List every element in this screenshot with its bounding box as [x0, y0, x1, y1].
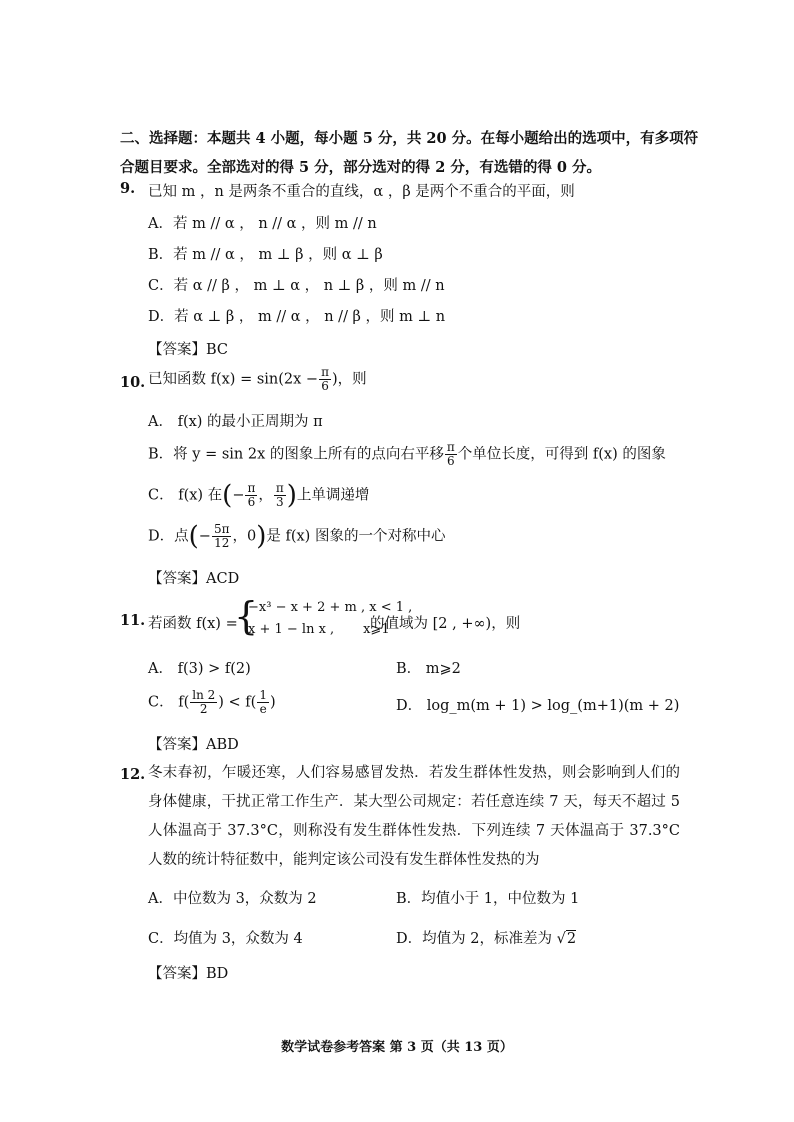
question-11-answer: 【答案】ABD — [148, 737, 239, 753]
q10-stem-post: )，则 — [331, 371, 367, 388]
q10-optC-lparen: ( — [222, 480, 233, 511]
question-12-option-c: C．均值为 3，众数为 4 — [148, 931, 303, 947]
q10-optC-minus: − — [232, 487, 245, 504]
q10-optC-pre: C． f(x) 在 — [148, 487, 223, 504]
question-10-option-b — [148, 441, 666, 468]
q10-optB-frac-num: π — [446, 440, 455, 454]
q10-optD-minus: − — [198, 528, 211, 545]
q10-optC-frac2-num: π — [275, 481, 284, 495]
question-10-option-c — [148, 482, 369, 509]
question-9-option-b: B．若 m // α ， m ⊥ β ，则 α ⊥ β — [148, 247, 383, 263]
question-11-option-c — [148, 689, 276, 716]
q10-optB-pre: B．将 y = sin 2x 的图象上所有的点向右平移 — [148, 446, 444, 463]
question-12-option-b: B．均值小于 1，中位数为 1 — [396, 891, 580, 907]
question-10-stem — [148, 366, 367, 393]
q11-optC-fraction-2 — [257, 689, 269, 716]
q12-optD-pre: D．均值为 2，标准差为 √ — [396, 931, 566, 947]
q11-optC-frac1-num: ln 2 — [192, 688, 216, 702]
q10-stem-fraction — [319, 366, 331, 393]
section-title: 二、选择题：本题共 4 小题，每小题 5 分，共 20 分。在每小题给出的选项中，有多项符合题目要求。全部选对的得 5 分，部分选对的得 2 分，有选错的得 0 分。 — [120, 130, 699, 176]
question-11-option-a: A． f(3) > f(2) — [148, 661, 251, 677]
q10-optB-fraction — [445, 441, 457, 468]
q11-optC-frac1-den: 2 — [199, 702, 208, 716]
q11-optC-frac2-den: e — [259, 702, 267, 716]
q10-optD-fraction — [212, 523, 232, 550]
q10-optC-frac1-num: π — [247, 481, 256, 495]
q10-optC-fraction-2 — [274, 482, 286, 509]
page-footer: 数学试卷参考答案 第 3 页（共 13 页） — [281, 1040, 513, 1055]
q11-brace: { — [234, 594, 259, 638]
q11-optC-pre: C． f( — [148, 694, 190, 711]
q10-optD-zero: 0 — [246, 528, 257, 545]
question-10-option-d — [148, 523, 445, 550]
q11-optC-frac2-num: 1 — [259, 688, 267, 702]
question-9-stem: 已知 m ，n 是两条不重合的直线，α ，β 是两个不重合的平面，则 — [148, 184, 575, 200]
question-11-option-d: D． log_m(m + 1) > log_(m+1)(m + 2) — [396, 698, 680, 714]
question-12-option-d — [396, 927, 576, 948]
q11-optC-post: ) — [269, 694, 276, 711]
q10-stem-pre: 已知函数 f(x) = sin(2x − — [148, 371, 319, 388]
question-12-option-a: A．中位数为 3，众数为 2 — [148, 891, 317, 907]
question-12-answer: 【答案】BD — [148, 966, 229, 982]
question-9-number: 9. — [120, 180, 136, 197]
q10-optC-frac1-den: 6 — [247, 495, 256, 509]
question-12-stem: 冬末春初，乍暖还寒，人们容易感冒发热．若发生群体性发热，则会影响到人们的身体健康，干扰正常工作生产．某大型公司规定：若任意连续 7 天，每天不超过 5 人体温高于 37.3°C，则称没有发生群体性发热．下列连续 7 天体温高于 37.3°C 人数的统计特征数中，能判定该公司没有发生群体性发热的为 — [148, 765, 680, 868]
q10-optB-post: 个单位长度，可得到 f(x) 的图象 — [457, 446, 666, 463]
q11-case-1: −x³ − x + 2 + m , x < 1 , — [248, 600, 413, 615]
q10-optD-post: 是 f(x) 图象的一个对称中心 — [266, 528, 446, 545]
question-11-stem-pre: 若函数 f(x) = — [148, 616, 238, 632]
q10-optC-comma: ， — [258, 487, 273, 504]
question-10-option-a: A． f(x) 的最小正周期为 π — [148, 414, 323, 430]
q10-stem-frac-den: 6 — [321, 379, 329, 393]
question-9-answer: 【答案】BC — [148, 342, 229, 358]
question-11-stem-post: 的值域为 [2 , +∞)，则 — [370, 616, 521, 632]
question-12-number: 12. — [120, 766, 146, 783]
q12-optD-radicand: 2 — [566, 931, 577, 947]
q10-optC-frac2-den: 3 — [276, 495, 284, 509]
q10-optD-pre: D．点 — [148, 528, 189, 545]
question-10-answer: 【答案】ACD — [148, 571, 240, 587]
q10-optD-lparen: ( — [188, 521, 199, 552]
q11-case-2: x + 1 − ln x , x⩾1 — [248, 622, 390, 637]
q10-stem-frac-num: π — [321, 365, 329, 379]
question-9-option-a: A．若 m // α ， n // α ，则 m // n — [148, 216, 377, 232]
question-9-option-c: C．若 α // β ， m ⊥ α ， n ⊥ β ，则 m // n — [148, 278, 445, 294]
question-11-number: 11. — [120, 612, 146, 629]
q10-optC-fraction-1 — [245, 482, 257, 509]
q10-optC-post: 上单调递增 — [296, 487, 370, 504]
question-10-number: 10. — [120, 374, 146, 391]
q10-optD-rparen: ) — [256, 521, 267, 552]
q10-optD-frac-num: 5π — [213, 522, 230, 536]
question-11-option-b: B． m⩾2 — [396, 661, 461, 677]
q10-optD-frac-den: 12 — [214, 536, 230, 550]
q10-optB-frac-den: 6 — [447, 454, 455, 468]
q11-optC-mid: ) < f( — [218, 694, 257, 711]
question-9-option-d: D．若 α ⊥ β ， m // α ， n // β ，则 m ⊥ n — [148, 309, 446, 325]
q10-optD-comma: ， — [232, 528, 247, 545]
q10-optC-rparen: ) — [286, 480, 297, 511]
q11-optC-fraction-1 — [190, 689, 217, 716]
